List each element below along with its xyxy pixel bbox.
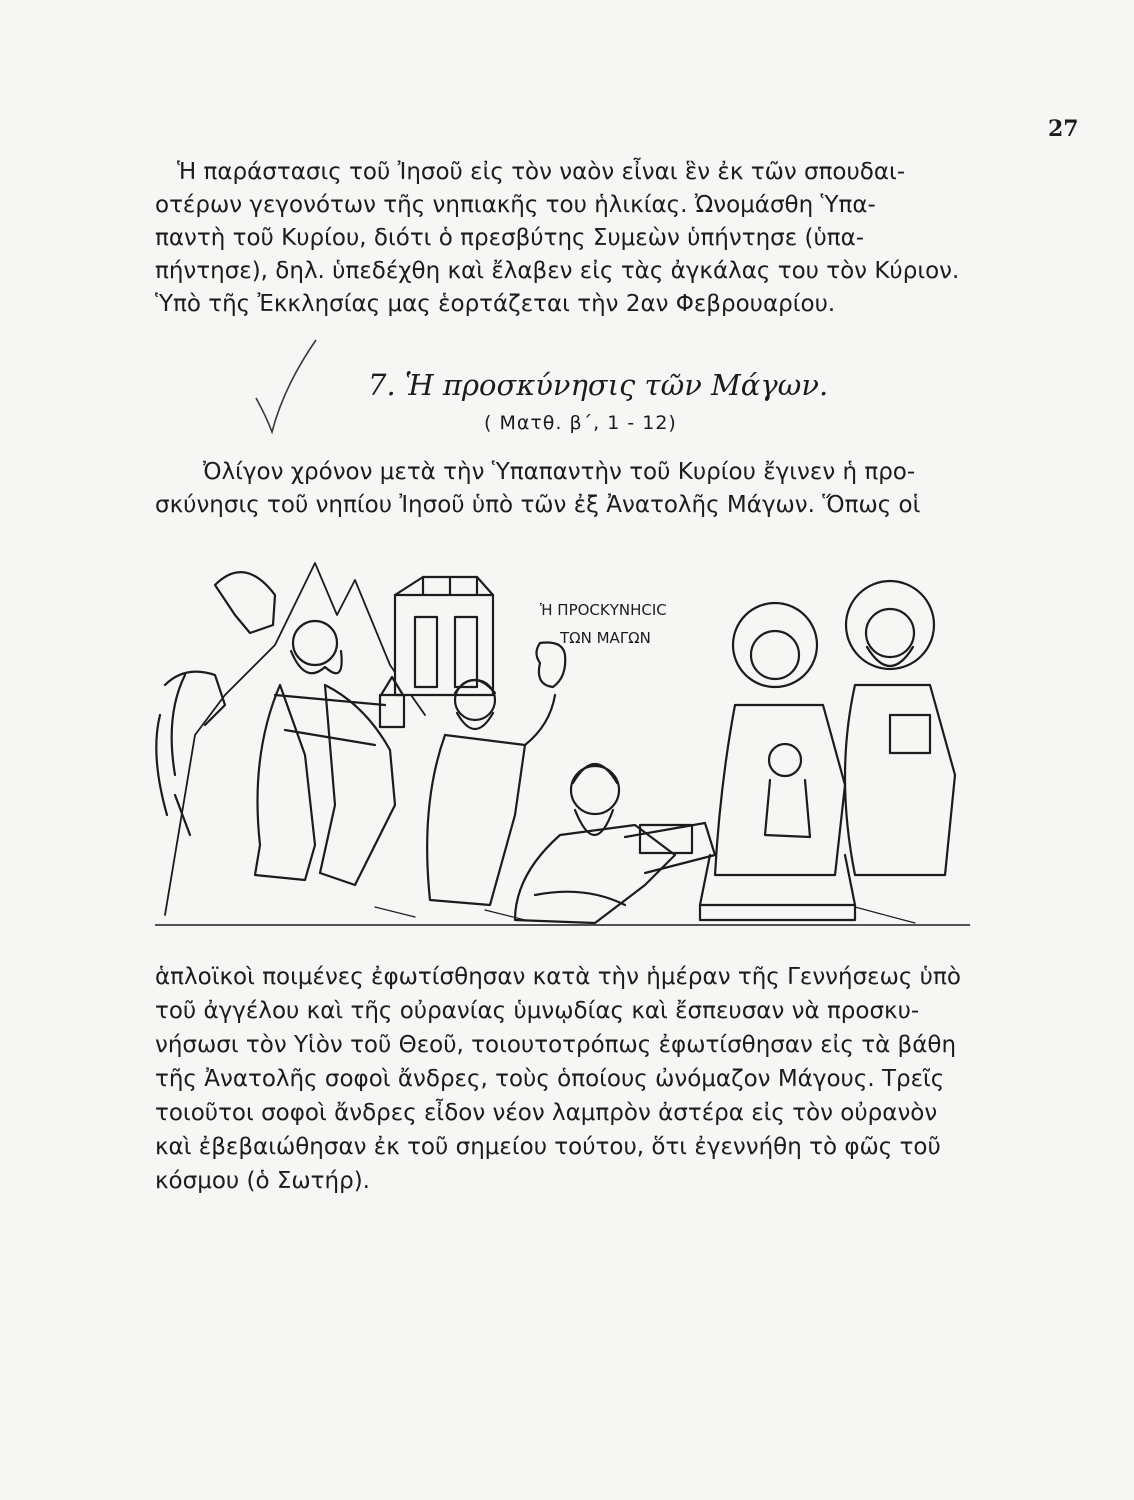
- adoration-of-the-magi-illustration: [155, 555, 970, 930]
- text-line: νήσωσι τὸν Υἱὸν τοῦ Θεοῦ, τοιουτοτρόπως ἐφωτίσθησαν εἰς τὰ βάθη: [155, 1032, 957, 1058]
- text-line: τοῦ ἀγγέλου καὶ τῆς οὐρανίας ὑμνῳδίας καὶ ἔσπευσαν νὰ προσκυ-: [155, 998, 920, 1024]
- pen-checkmark-mark: [250, 336, 320, 436]
- text-line: παντὴ τοῦ Κυρίου, διότι ὁ πρεσβύτης Συμεὼν ὑπήντησε (ὑπα-: [155, 225, 865, 251]
- joseph-figure: [845, 581, 955, 875]
- text-line: Ἡ παράστασις τοῦ Ἰησοῦ εἰς τὸν ναὸν εἶναι ἓν ἐκ τῶν σπουδαι-: [177, 159, 906, 185]
- text-line: Ὑπὸ τῆς Ἐκκλησίας μας ἑορτάζεται τὴν 2αν Φεβρουαρίου.: [155, 291, 836, 317]
- paragraph-adoration-continued: [155, 960, 961, 1198]
- text-line: τῆς Ἀνατολῆς σοφοὶ ἄνδρες, τοὺς ὁποίους ὠνόμαζον Μάγους. Τρεῖς: [155, 1066, 945, 1092]
- text-line: σκύνησις τοῦ νηπίου Ἰησοῦ ὑπὸ τῶν ἐξ Ἀνατολῆς Μάγων. Ὅπως οἱ: [155, 492, 921, 518]
- text-line: Ὀλίγον χρόνον μετὰ τὴν Ὑπαπαντὴν τοῦ Κυρίου ἔγινεν ἡ προ-: [203, 459, 916, 485]
- text-line: καὶ ἐβεβαιώθησαν ἐκ τοῦ σημείου τούτου, ὅτι ἐγεννήθη τὸ φῶς τοῦ: [155, 1134, 941, 1160]
- paragraph-presentation: [155, 156, 959, 321]
- text-line: τοιοῦτοι σοφοὶ ἄνδρες εἶδον νέον λαμπρὸν ἀστέρα εἰς τὸν οὐρανὸν: [155, 1100, 938, 1126]
- section-heading: 7. Ἡ προσκύνησις τῶν Μάγων.: [368, 368, 829, 402]
- text-line: ἁπλοϊκοὶ ποιμένες ἐφωτίσθησαν κατὰ τὴν ἡμέραν τῆς Γεννήσεως ὑπὸ: [155, 964, 961, 990]
- icon-inscription-line-2: ΤΩΝ ΜΑΓΩΝ: [560, 629, 651, 647]
- virgin-and-child: [700, 603, 855, 920]
- page-number: 27: [1048, 116, 1079, 142]
- kneeling-magus: [515, 764, 715, 923]
- text-line: κόσμου (ὁ Σωτήρ).: [155, 1168, 370, 1194]
- text-line: πήντησε), δηλ. ὑπεδέχθη καὶ ἔλαβεν εἰς τὰς ἀγκάλας του τὸν Κύριον.: [155, 258, 960, 284]
- scripture-reference: ( Ματθ. β΄, 1 - 12): [484, 412, 677, 434]
- text-line: οτέρων γεγονότων τῆς νηπιακῆς του ἡλικίας. Ὠνομάσθη Ὑπα-: [155, 192, 876, 218]
- icon-inscription-line-1: Ἡ ΠΡΟϹΚΥΝΗϹΙϹ: [540, 601, 667, 619]
- standing-magus-left: [255, 621, 404, 885]
- paragraph-adoration-intro: [155, 456, 920, 522]
